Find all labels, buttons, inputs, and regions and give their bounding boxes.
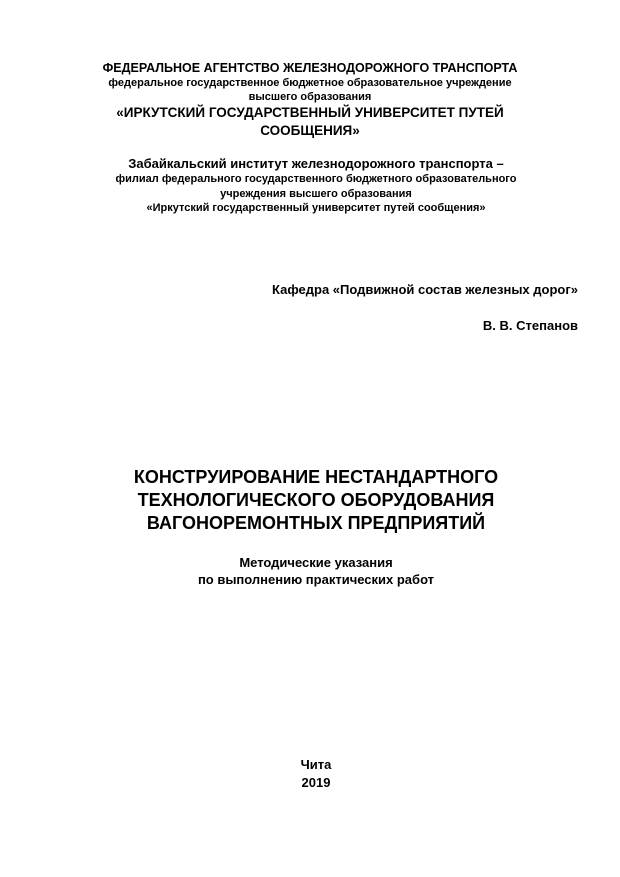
header-block <box>0 60 620 140</box>
imprint-city: Чита <box>300 757 332 772</box>
institute-branch-line3: «Иркутский государственный университет путей сообщения» <box>146 202 486 214</box>
institution-type-line2: высшего образования <box>248 91 372 103</box>
title-line3: ВАГОНОРЕМОНТНЫХ ПРЕДПРИЯТИЙ <box>146 513 486 533</box>
department-name: Кафедра «Подвижной состав железных дорог» <box>272 282 578 297</box>
university-name-line2: СООБЩЕНИЯ» <box>260 123 360 138</box>
institute-branch-line1: филиал федерального государственного бюджетного образовательного <box>115 173 517 185</box>
subtitle-line2: по выполнению практических работ <box>197 572 435 587</box>
imprint-year: 2019 <box>301 775 331 790</box>
institution-type-line1: федеральное государственное бюджетное образовательное учреждение <box>108 77 512 89</box>
document-title <box>0 466 620 535</box>
university-name-line1: «ИРКУТСКИЙ ГОСУДАРСТВЕННЫЙ УНИВЕРСИТЕТ ПУТЕЙ <box>116 105 504 120</box>
title-line2: ТЕХНОЛОГИЧЕСКОГО ОБОРУДОВАНИЯ <box>137 490 495 510</box>
institute-branch-line2: учреждения высшего образования <box>220 187 412 200</box>
subtitle-line1: Методические указания <box>239 555 393 570</box>
institute-name: Забайкальский институт железнодорожного транспорта – <box>128 156 504 171</box>
agency-name: ФЕДЕРАЛЬНОЕ АГЕНТСТВО ЖЕЛЕЗНОДОРОЖНОГО ТРАНСПОРТА <box>102 61 518 75</box>
imprint-block <box>0 756 620 792</box>
author-name: В. В. Степанов <box>482 318 578 333</box>
document-subtitle <box>0 554 620 588</box>
title-line1: КОНСТРУИРОВАНИЕ НЕСТАНДАРТНОГО <box>133 467 499 487</box>
institute-block <box>0 156 620 216</box>
